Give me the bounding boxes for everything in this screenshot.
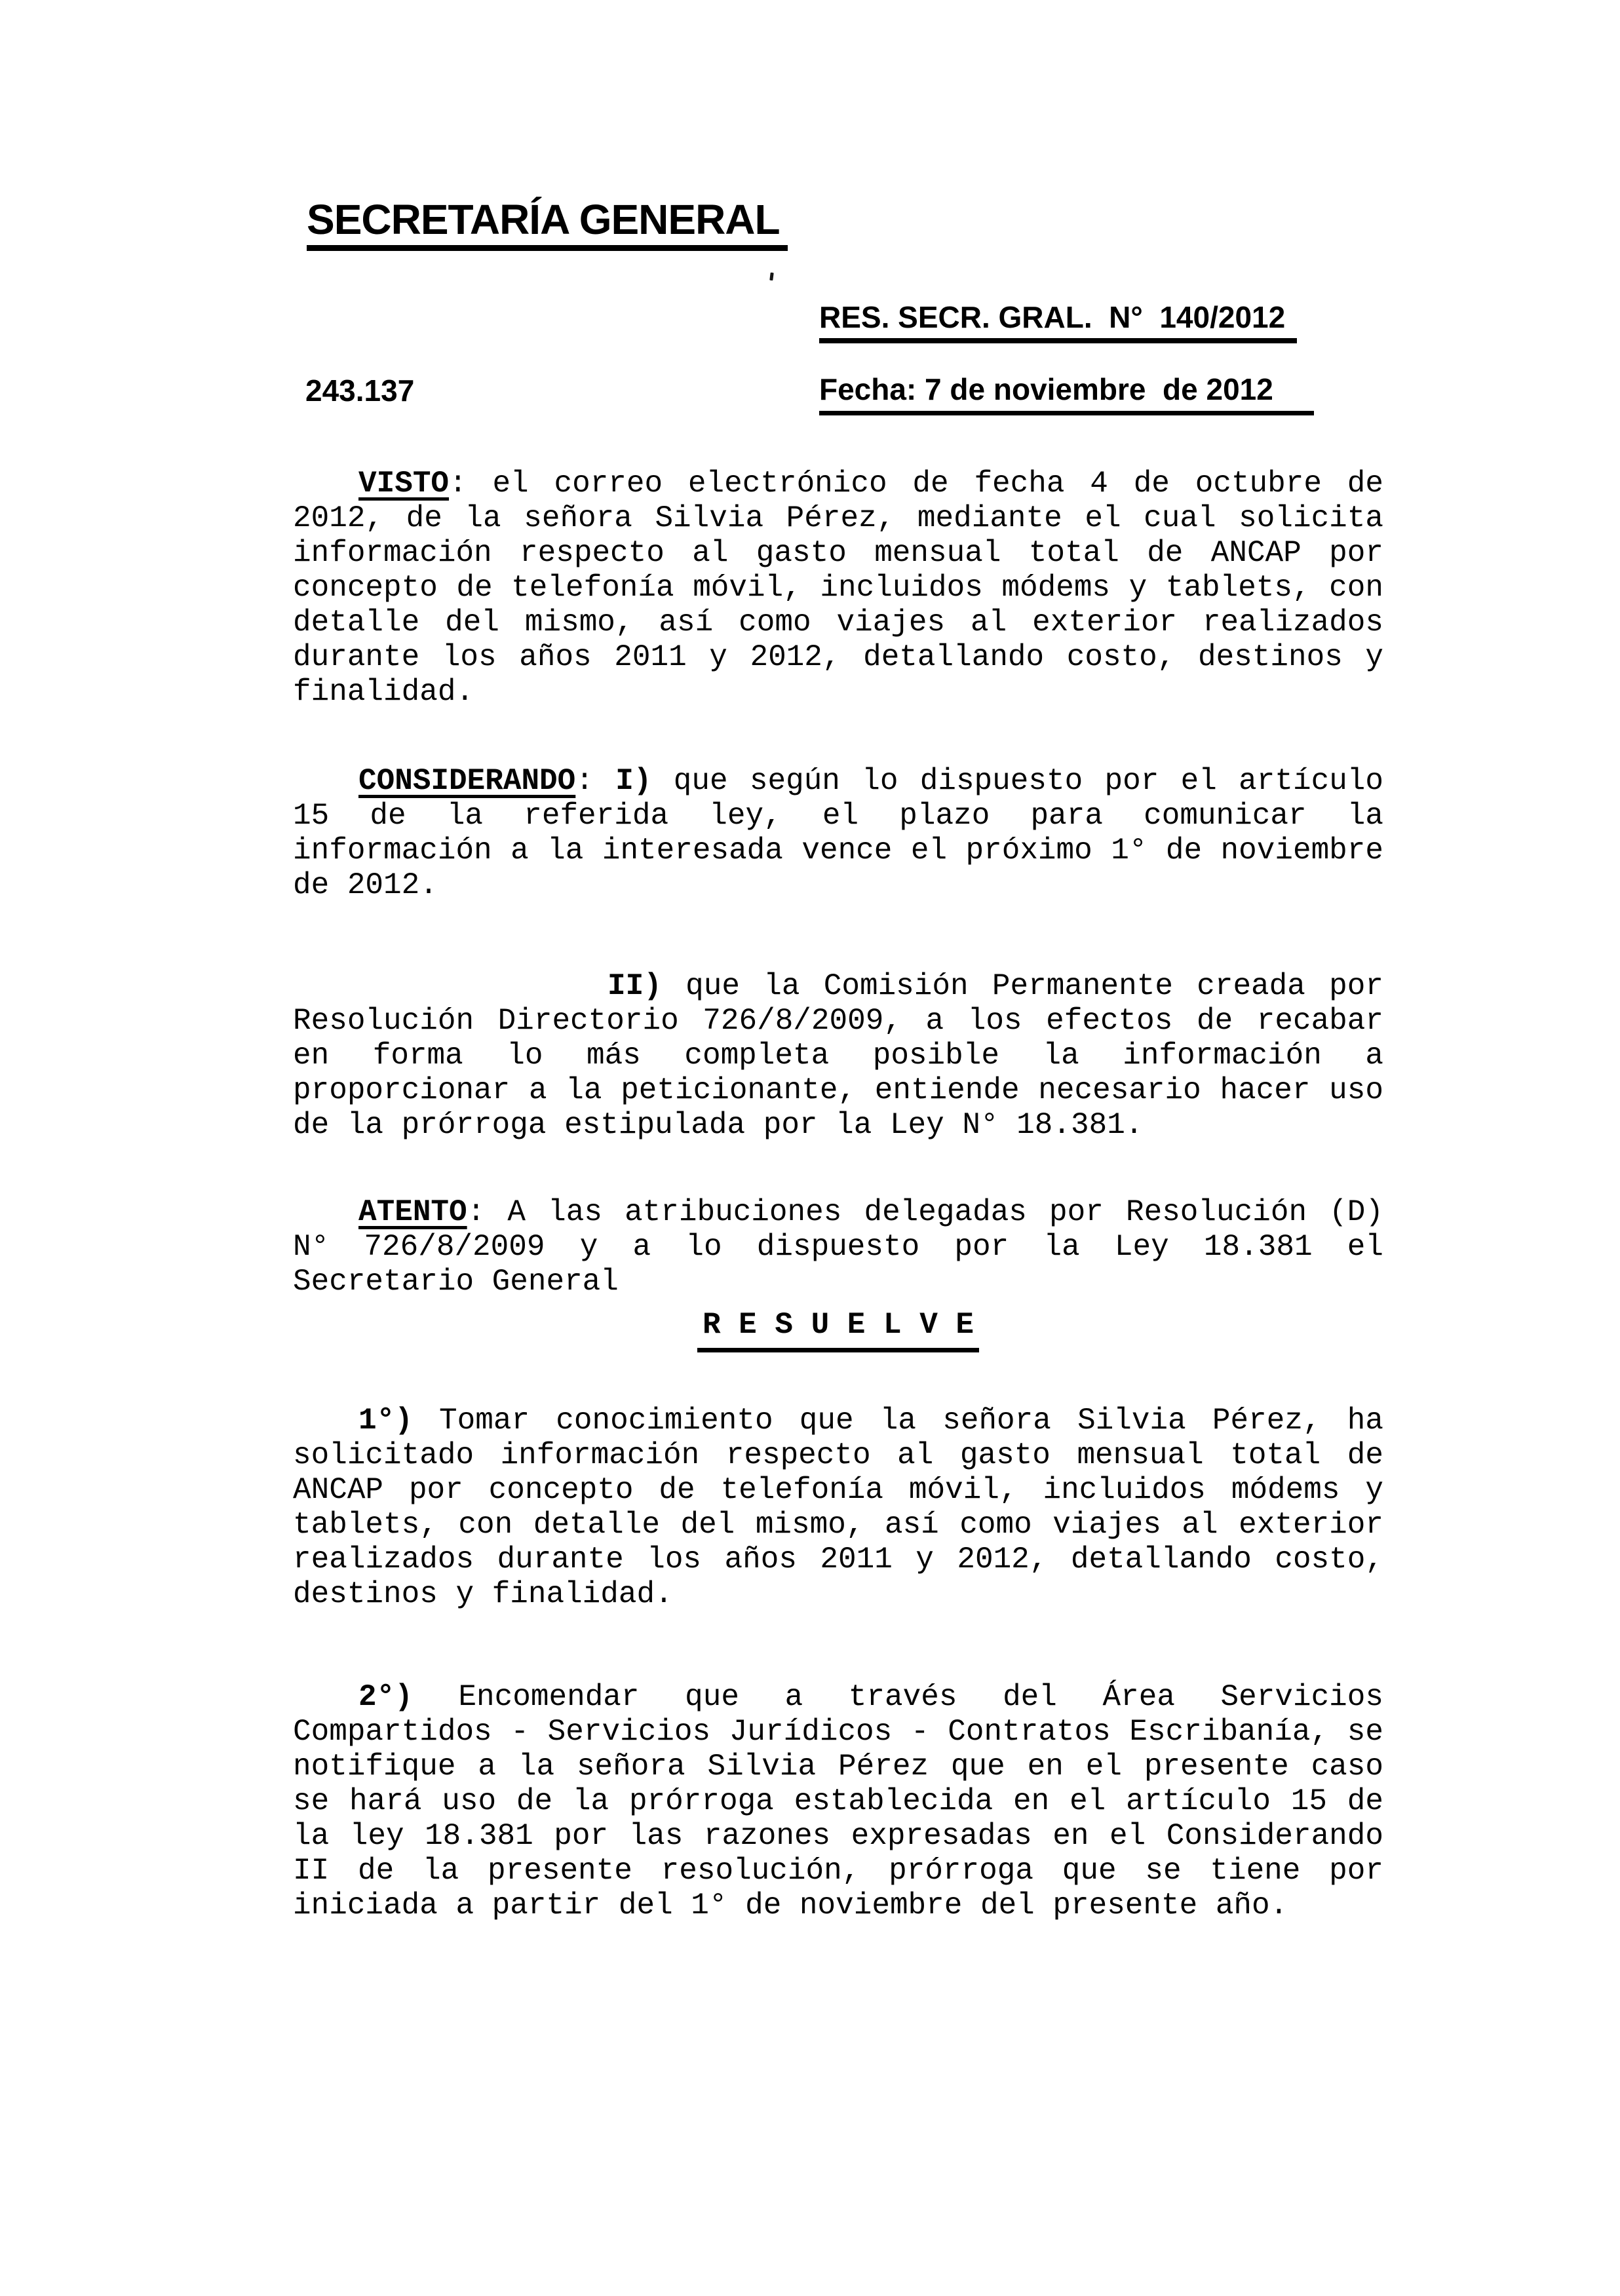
scan-artifact-mark [769, 273, 773, 281]
paragraph-considerando-1 [293, 764, 1383, 903]
text-run: II) [608, 969, 662, 1003]
resolve-heading [293, 1308, 1383, 1343]
text-run: : [575, 764, 616, 798]
text-run: 1°) [358, 1404, 413, 1438]
text-run: ATENTO [358, 1195, 467, 1229]
text-run: que la Comisión Permanente creada por Resolución Directorio 726/8/2009, a los efectos de recabar en forma lo más completa posible la información a proporcionar a la peticionante, entiende necesario hacer uso de la prórroga estipulada por la Ley N° 18.381. [293, 969, 1383, 1142]
paragraph-atento [293, 1195, 1383, 1299]
file-number: 243.137 [305, 373, 415, 408]
paragraph-visto [293, 467, 1383, 710]
text-run: Tomar conocimiento que la señora Silvia Pérez, ha solicitado información respecto al gasto mensual total de ANCAP por concepto de telefonía móvil, incluidos módems y tablets, con detalle del mismo, así como viajes al exterior realizados durante los años 2011 y 2012, detallando costo, destinos y finalidad. [293, 1404, 1383, 1611]
paragraph-considerando-2 [293, 969, 1383, 1143]
text-run: I) [615, 764, 652, 798]
text-run: : el correo electrónico de fecha 4 de octubre de 2012, de la señora Silvia Pérez, mediante el cual solicita información respecto al gasto mensual total de ANCAP por concepto de telefonía móvil, incluidos módems y tablets, con detalle del mismo, así como viajes al exterior realizados durante los años 2011 y 2012, detallando costo, destinos y finalidad. [293, 467, 1383, 709]
date-line: Fecha: 7 de noviembre de 2012 [819, 373, 1314, 415]
resolution-reference: RES. SECR. GRAL. N° 140/2012 [819, 301, 1297, 343]
resolve-heading-text: R E S U E L V E [697, 1308, 979, 1352]
paragraph-resuelve-2 [293, 1680, 1383, 1923]
text-run: Encomendar que a través del Área Servicios Compartidos - Servicios Jurídicos - Contratos Escribanía, se notifique a la señora Silvia Pérez que en el presente caso se hará uso de la prórroga establecida en el artículo 15 de la ley 18.381 por las razones expresadas en el Considerando II de la presente resolución, prórroga que se tiene por iniciada a partir del 1° de noviembre del presente año. [293, 1680, 1383, 1923]
text-run: CONSIDERANDO [358, 764, 576, 798]
text-run: que según lo dispuesto por el artículo 15 de la referida ley, el plazo para comunicar la información a la interesada vence el próximo 1° de noviembre de 2012. [293, 764, 1384, 902]
paragraph-resuelve-1 [293, 1404, 1383, 1612]
text-run: 2°) [358, 1680, 413, 1714]
page-title: SECRETARÍA GENERAL [307, 198, 788, 251]
text-run: VISTO [358, 467, 450, 501]
text-run: : A las atribuciones delegadas por Resolución (D) N° 726/8/2009 y a lo dispuesto por la Ley 18.381 el Secretario General [293, 1195, 1383, 1299]
